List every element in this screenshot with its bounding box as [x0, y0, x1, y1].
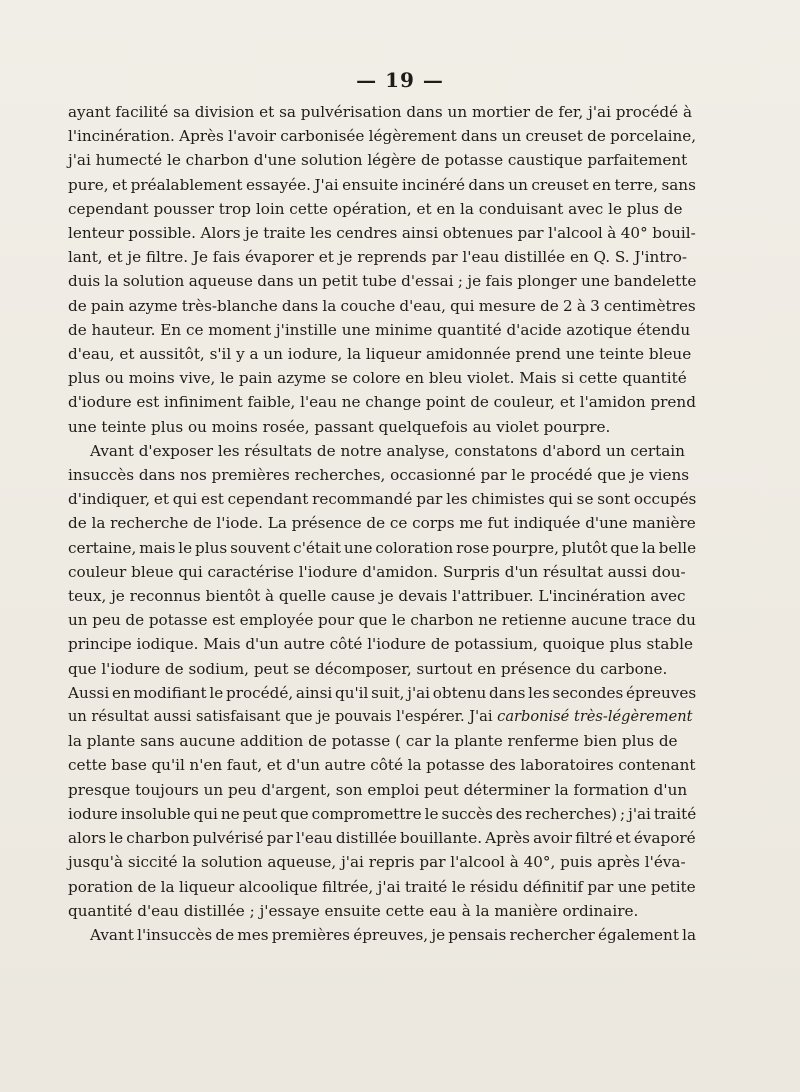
text-line: insuccès dans nos premières recherches, occasionné par le procédé que je viens — [68, 466, 690, 485]
text-line: d'indiquer, et qui est cependant recommandé par les chimistes qui se sont occupés — [68, 490, 697, 509]
text-line: ayant facilité sa division et sa pulvérisation dans un mortier de fer, j'ai procédé à — [68, 103, 693, 121]
text-line: quantité d'eau distillée ; j'essaye ensuite cette eau à la manière ordinaire. — [68, 901, 639, 920]
italic-phrase: carbonisé très-légèrement — [497, 708, 693, 726]
text-line: Avant d'exposer les résultats de notre analyse, constatons d'abord un certain — [90, 441, 685, 460]
text-line: principe iodique. Mais d'un autre côté l'iodure de potassium, quoique plus stable — [68, 635, 693, 654]
text-line-roman: un résultat aussi satisfaisant que je pouvais l'espérer. J'ai — [68, 708, 493, 726]
page-number: — 19 — — [356, 68, 444, 92]
text-line: un peu de potasse est employée pour que le charbon ne retienne aucune trace du — [68, 611, 696, 630]
text-line: Aussi en modifiant le procédé, ainsi qu'il suit, j'ai obtenu dans les secondes épreuves — [68, 683, 697, 702]
text-line: d'eau, et aussitôt, s'il y a un iodure, la liqueur amidonnée prend une teinte bleue — [68, 345, 692, 364]
text-line: lenteur possible. Alors je traite les cendres ainsi obtenues par l'alcool à 40° bouil- — [68, 224, 696, 243]
text-line: que l'iodure de sodium, peut se décomposer, surtout en présence du carbone. — [68, 659, 668, 678]
text-line: de la recherche de l'iode. La présence de ce corps me fut indiquée d'une manière — [68, 514, 696, 533]
text-line: d'iodure est infiniment faible, l'eau ne change point de couleur, et l'amidon prend — [68, 393, 696, 412]
text-line: pure, et préalablement essayée. J'ai ensuite incinéré dans un creuset en terre, sans — [68, 175, 696, 194]
text-line: couleur bleue qui caractérise l'iodure d'amidon. Surpris d'un résultat aussi dou- — [68, 562, 686, 581]
text-line: certaine, mais le plus souvent c'était une coloration rose pourpre, plutôt que la belle — [68, 538, 697, 557]
text-line-mixed — [68, 705, 696, 729]
text-line: plus ou moins vive, le pain azyme se colore en bleu violet. Mais si cette quantité — [68, 369, 687, 388]
body-text — [68, 100, 696, 947]
text-line: l'incinération. Après l'avoir carbonisée légèrement dans un creuset de porcelaine, — [68, 127, 697, 146]
text-line: une teinte plus ou moins rosée, passant quelquefois au violet pourpre. — [68, 417, 611, 436]
text-line: duis la solution aqueuse dans un petit tube d'essai ; je fais plonger une bandelette — [68, 272, 697, 291]
text-line: lant, et je filtre. Je fais évaporer et je reprends par l'eau distillée en Q. S. J'intro- — [68, 248, 687, 267]
text-line: cette base qu'il n'en faut, et d'un autre côté la potasse des laboratoires contenant — [68, 756, 696, 775]
text-line: presque toujours un peu d'argent, son emploi peut déterminer la formation d'un — [68, 780, 688, 799]
text-line: iodure insoluble qui ne peut que compromettre le succès des recherches) ; j'ai traité — [68, 804, 697, 823]
text-line: Avant l'insuccès de mes premières épreuves, je pensais rechercher également la — [90, 925, 697, 944]
text-line: cependant pousser trop loin cette opération, et en la conduisant avec le plus de — [68, 199, 683, 218]
text-line: de hauteur. En ce moment j'instille une minime quantité d'acide azotique étendu — [68, 320, 691, 339]
text-line: poration de la liqueur alcoolique filtrée, j'ai traité le résidu définitif par une petite — [68, 877, 696, 896]
text-line: teux, je reconnus bientôt à quelle cause je devais l'attribuer. L'incinération avec — [68, 587, 686, 606]
text-line: de pain azyme très-blanche dans la couche d'eau, qui mesure de 2 à 3 centimètres — [68, 296, 696, 315]
text-line: jusqu'à siccité la solution aqueuse, j'ai repris par l'alcool à 40°, puis après l'éva- — [68, 853, 686, 872]
text-line: alors le charbon pulvérisé par l'eau distillée bouillante. Après avoir filtré et évaporé — [68, 829, 696, 848]
text-line: j'ai humecté le charbon d'une solution légère de potasse caustique parfaitement — [68, 151, 688, 170]
text-line: la plante sans aucune addition de potasse ( car la plante renferme bien plus de — [68, 732, 678, 751]
